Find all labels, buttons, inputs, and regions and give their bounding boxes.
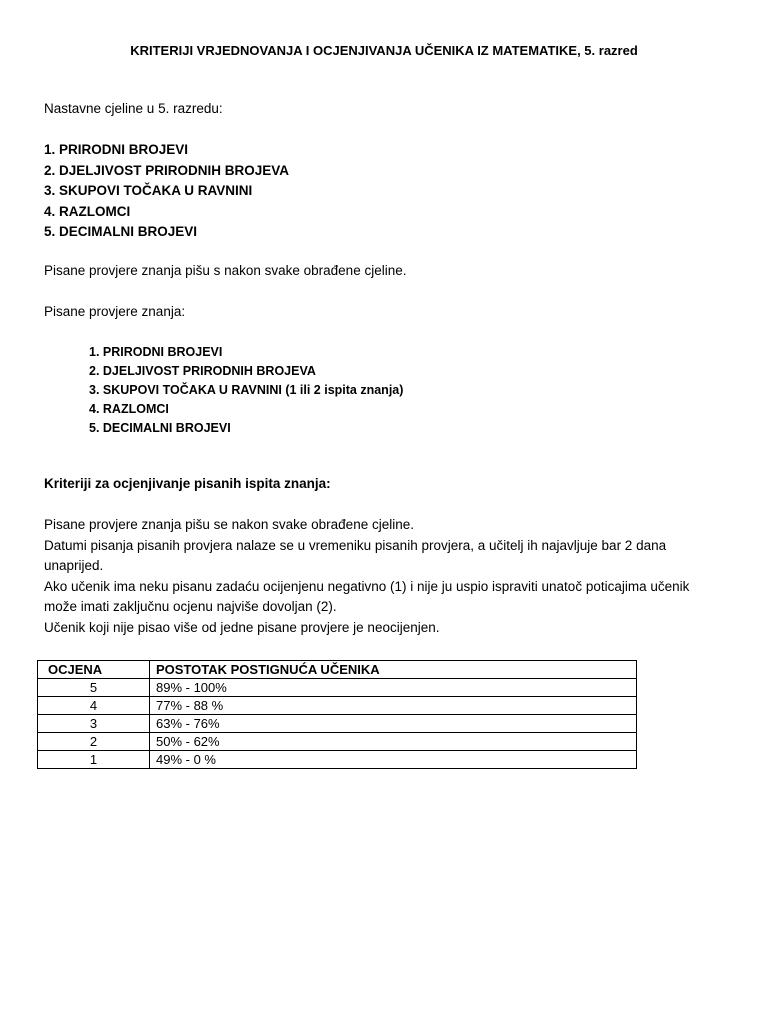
criteria-line: Datumi pisanja pisanih provjera nalaze se u vremeniku pisanih provjera, a učitelj ih najavljuje bar 2 dana [44, 537, 667, 553]
test-item: 1. PRIRODNI BROJEVI [89, 345, 223, 359]
units-list [44, 140, 289, 243]
written-note: Pisane provjere znanja pišu s nakon svake obrađene cjeline. [44, 263, 407, 278]
grades-table [37, 660, 637, 769]
grade-cell: 4 [38, 697, 150, 715]
tests-heading: Pisane provjere znanja: [44, 304, 186, 319]
table-row [38, 751, 637, 769]
criteria-paragraph [44, 515, 734, 638]
criteria-line: Ako učenik ima neku pisanu zadaću ocijenjenu negativno (1) i nije ju uspio ispraviti unatoč poticajima učenik [44, 578, 690, 594]
document-title: KRITERIJI VRJEDNOVANJA I OCJENJIVANJA UČENIKA IZ MATEMATIKE, 5. razred [130, 43, 638, 58]
grade-cell: 5 [38, 679, 150, 697]
percentage-cell: 89% - 100% [150, 679, 637, 697]
unit-item: 5. DECIMALNI BROJEVI [44, 224, 198, 239]
test-item: 2. DJELJIVOST PRIRODNIH BROJEVA [89, 364, 316, 378]
table-header-row [38, 661, 637, 679]
header-percentage: POSTOTAK POSTIGNUĆA UČENIKA [150, 661, 637, 679]
table-row [38, 733, 637, 751]
percentage-cell: 63% - 76% [150, 715, 637, 733]
test-item: 4. RAZLOMCI [89, 402, 169, 416]
table-row [38, 715, 637, 733]
grade-cell: 2 [38, 733, 150, 751]
criteria-line: unaprijed. [44, 558, 104, 573]
units-heading: Nastavne cjeline u 5. razredu: [44, 101, 223, 116]
criteria-line: Učenik koji nije pisao više od jedne pisane provjere je neocijenjen. [44, 619, 440, 635]
table-row [38, 697, 637, 715]
criteria-line: može imati zaključnu ocjenu najviše dovoljan (2). [44, 599, 337, 614]
table-row [38, 679, 637, 697]
test-item: 5. DECIMALNI BROJEVI [89, 421, 231, 435]
unit-item: 2. DJELJIVOST PRIRODNIH BROJEVA [44, 162, 290, 178]
criteria-line: Pisane provjere znanja pišu se nakon svake obrađene cjeline. [44, 517, 414, 532]
percentage-cell: 49% - 0 % [150, 751, 637, 769]
unit-item: 4. RAZLOMCI [44, 203, 131, 219]
grade-cell: 3 [38, 715, 150, 733]
percentage-cell: 50% - 62% [150, 733, 637, 751]
criteria-heading: Kriteriji za ocjenjivanje pisanih ispita znanja: [44, 476, 331, 491]
header-grade: OCJENA [38, 661, 150, 679]
percentage-cell: 77% - 88 % [150, 697, 637, 715]
grade-cell: 1 [38, 751, 150, 769]
tests-list [89, 343, 403, 438]
unit-item: 1. PRIRODNI BROJEVI [44, 142, 189, 157]
test-item: 3. SKUPOVI TOČAKA U RAVNINI (1 ili 2 ispita znanja) [89, 383, 404, 397]
unit-item: 3. SKUPOVI TOČAKA U RAVNINI [44, 183, 253, 198]
